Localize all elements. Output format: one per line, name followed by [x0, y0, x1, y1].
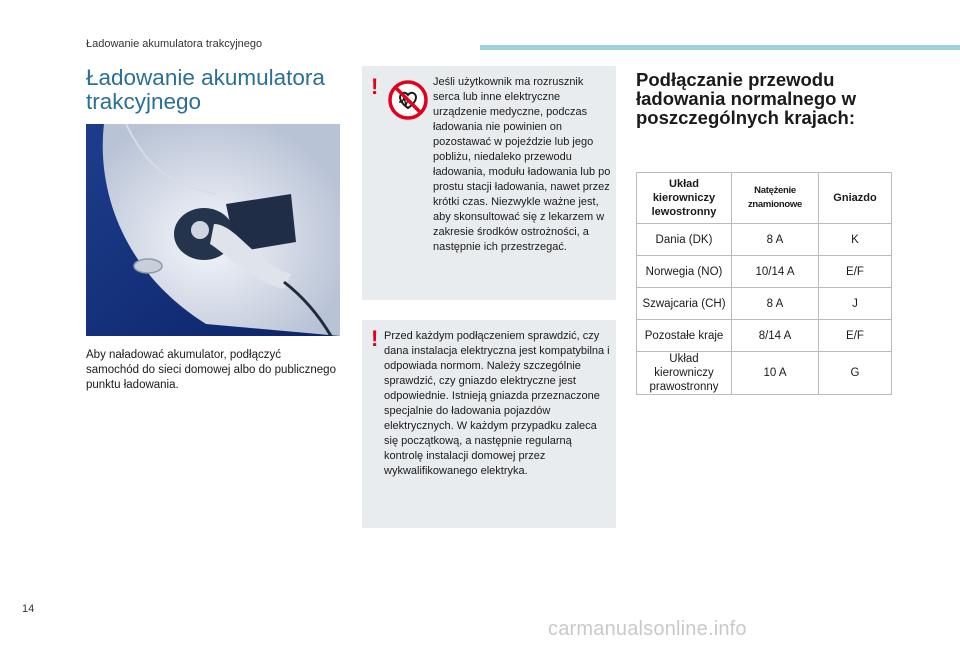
electrical-installation-warning-box: [362, 320, 616, 528]
header-accent-bar: [480, 45, 960, 50]
page-number: 14: [22, 603, 35, 615]
cell-socket: E/F: [819, 320, 892, 352]
cell-socket: J: [819, 288, 892, 320]
warning-mark: !: [371, 74, 379, 99]
cell-country: Dania (DK): [637, 224, 732, 256]
electrical-installation-warning-text: Przed każdym podłączeniem sprawdzić, czy dana instalacja elektryczna jest kompatybilna i odpowiada normom. Należy szczególnie sprawdzić, czy gniazdo elektryczne jest odpowiednie. Istnieją gniazda przeznaczone specjalnie do ładowania pojazdów elektrycznych. W każdym przypadku zaleca się początkową, a następnie regularną kontrolę instalacji domowej przez wykwalifikowanego elektryka.: [384, 330, 610, 477]
column-header-current: Natężenie znamionowe: [732, 173, 819, 224]
pacemaker-warning-box: [362, 66, 616, 300]
running-header: Ładowanie akumulatora trakcyjnego: [86, 38, 263, 50]
cell-current: 10/14 A: [732, 256, 819, 288]
warning-mark: !: [371, 326, 379, 351]
watermark: carmanualsonline.info: [548, 618, 747, 640]
cell-country: Układ kierowniczy prawostronny: [637, 352, 732, 395]
section-title: Ładowanie akumulatora trakcyjnego: [86, 65, 325, 114]
cell-current: 8 A: [732, 288, 819, 320]
table-row: [637, 288, 892, 320]
table-row: [637, 256, 892, 288]
cell-country: Szwajcaria (CH): [637, 288, 732, 320]
pacemaker-warning-text: Jeśli użytkownik ma rozrusznik serca lub inne elektryczne urządzenie medyczne, podczas ładowania nie powinien on pozostawać w pojeździe lub jego pobliżu, niedaleko przewodu ładowania, modułu ładowania lub po prostu stacji ładowania, nawet przez krótki czas. Niezwykle ważne jest, aby skonsultować się z lekarzem w zakresie środków ostrożności, a następnie ich przestrzegać.: [433, 76, 611, 253]
table-header-row: [637, 173, 892, 224]
table-row: [637, 224, 892, 256]
cell-country: Pozostałe kraje: [637, 320, 732, 352]
table-row: [637, 352, 892, 395]
cell-current: 8/14 A: [732, 320, 819, 352]
table-heading: Podłączanie przewodu ładowania normalnego w poszczególnych krajach:: [636, 69, 856, 128]
column-header-country: Układ kierowniczy lewostronny: [637, 173, 732, 224]
cell-socket: E/F: [819, 256, 892, 288]
intro-paragraph: Aby naładować akumulator, podłączyć samochód do sieci domowej albo do publicznego punktu ładowania.: [86, 349, 336, 391]
column-header-socket: Gniazdo: [819, 173, 892, 224]
cell-socket: K: [819, 224, 892, 256]
cell-current: 8 A: [732, 224, 819, 256]
cell-country: Norwegia (NO): [637, 256, 732, 288]
socket-table: [636, 172, 892, 395]
table-row: [637, 320, 892, 352]
cell-current: 10 A: [732, 352, 819, 395]
charging-port-photo: [86, 124, 340, 336]
cell-socket: G: [819, 352, 892, 395]
no-pacemaker-icon: [388, 80, 428, 120]
